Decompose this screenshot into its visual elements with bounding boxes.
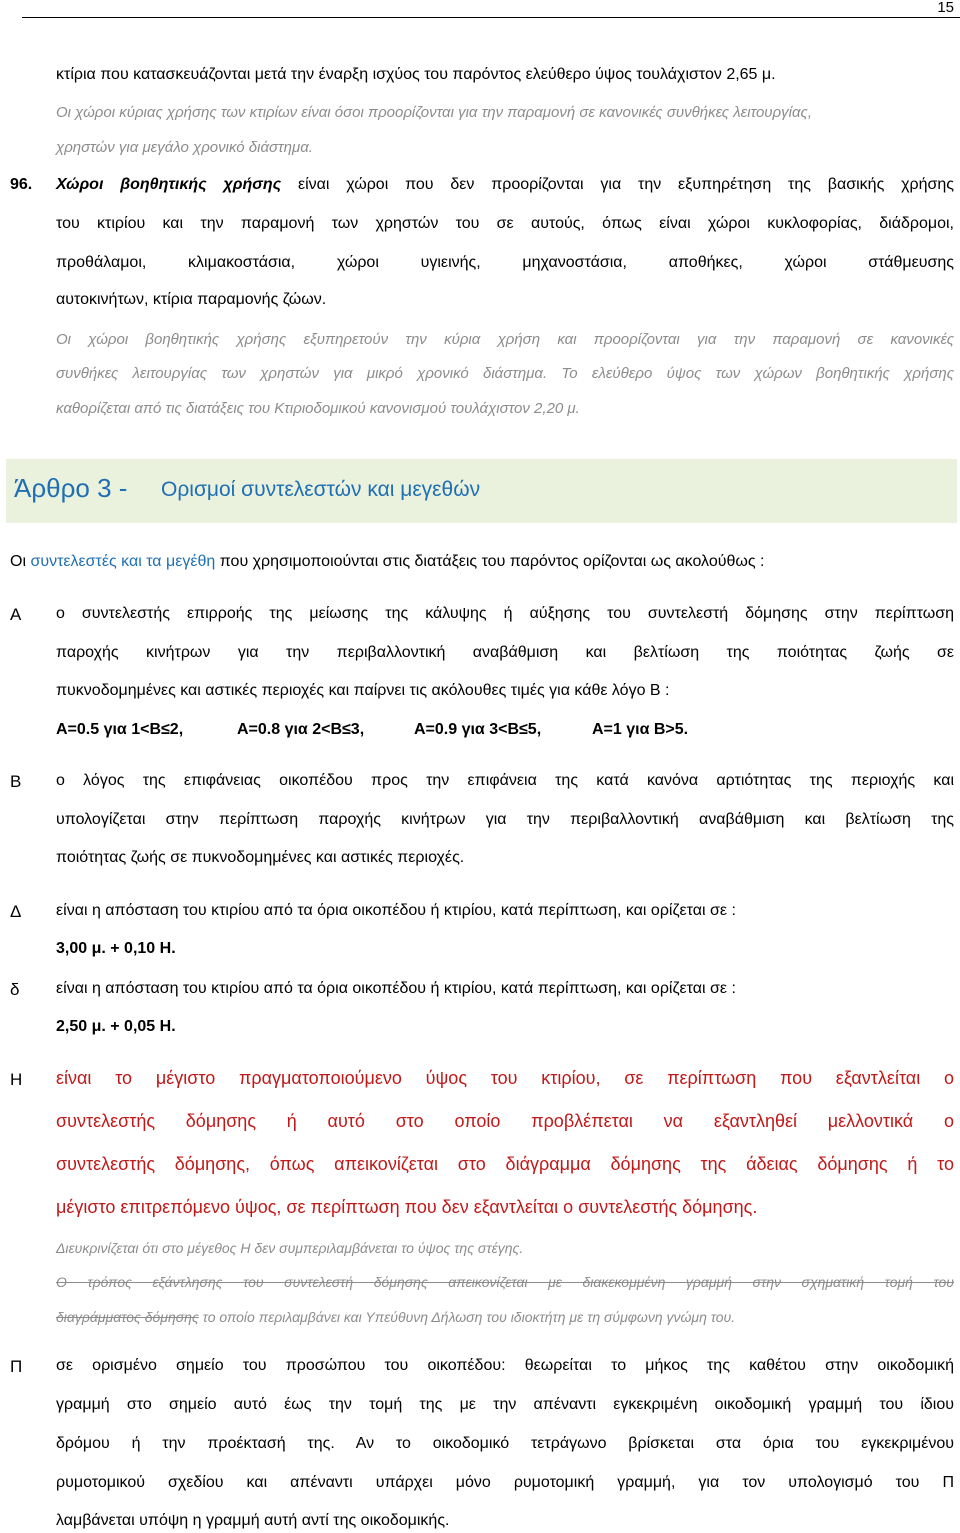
definition-Delta-value: 3,00 μ. + 0,10 Η.: [56, 940, 176, 957]
item-96-line: του κτιρίου και την παραμονή των χρηστών του σε αυτούς, όπως είναι χώροι κυκλοφορίας, διάδρομοι,: [56, 215, 954, 232]
definition-Delta-line: είναι η απόσταση του κτιρίου από τα όρια οικοπέδου ή κτιρίου, κατά περίπτωση, και ορίζεται σε :: [56, 902, 736, 919]
definition-H-note: [56, 1309, 735, 1325]
definition-H-line: συντελεστής δόμησης ή αυτό στο οποίο προβλέπεται να εξαντληθεί μελλοντικά ο: [56, 1111, 954, 1131]
definition-H-line: μέγιστο επιτρεπόμενο ύψος, σε περίπτωση που δεν εξαντλείται ο συντελεστής δόμησης.: [56, 1197, 758, 1217]
intro-note-line: Οι χώροι κύριας χρήσης των κτιρίων είναι όσοι προορίζονται για την παραμονή σε κανονικές συνθήκες λειτουργίας,: [56, 104, 812, 121]
definition-B-line: ποιότητας ζωής σε πυκνοδομημένες και αστικές περιοχές.: [56, 849, 465, 866]
definition-B-line: ο λόγος της επιφάνειας οικοπέδου προς την επιφάνεια της κατά κανόνα αρτιότητας της περιοχής και: [56, 772, 954, 789]
definition-H-line: συντελεστής δόμησης, όπως απεικονίζεται στο διάγραμμα δόμησης της άδειας δόμησης ή το: [56, 1154, 954, 1174]
definition-P-line: γραμμή στο σημείο αυτό έως την τομή της με την απέναντι εγκεκριμένη οικοδομική γραμμή του ίδιου: [56, 1396, 954, 1413]
item-96-line: [56, 176, 954, 194]
definition-A-value: Α=1 για Β>5.: [592, 721, 689, 738]
definition-P-line: σε ορισμένο σημείο του προσώπου του οικοπέδου: θεωρείται το μήκος της καθέτου στην οικοδομική: [56, 1357, 954, 1374]
definition-letter-A: Α: [10, 605, 22, 624]
definition-A-line: ο συντελεστής επιρροής της μείωσης της κάλυψης ή αύξησης του συντελεστή δόμησης στην περίπτωση: [56, 605, 954, 622]
definition-P-line: δρόμου ή την προέκτασή της. Αν το οικοδομικό τετράγωνο βρίσκεται στα όρια του εγκεκριμένου: [56, 1435, 954, 1452]
intro-note-line: χρηστών για μεγάλο χρονικό διάστημα.: [56, 139, 313, 156]
definitions-intro-highlight: συντελεστές και τα μεγέθη: [30, 553, 216, 570]
header-rule: [22, 17, 960, 18]
definition-H-strike-text: διαγράμματος δόμησης: [56, 1309, 199, 1325]
definition-B-line: υπολογίζεται στην περίπτωση παροχής κινήτρων για την περιβαλλοντική αναβάθμιση και βελτίωση της: [56, 811, 954, 828]
definition-letter-delta: δ: [10, 980, 20, 999]
item-96-note: Οι χώροι βοηθητικής χρήσης εξυπηρετούν την κύρια χρήση και προορίζονται για την παραμονή σε κανονικές: [56, 331, 954, 348]
item-number: 96.: [10, 176, 33, 193]
definition-letter-P: Π: [10, 1357, 23, 1376]
item-96-line: προθάλαμοι, κλιμακοστάσια, χώροι υγιεινής, μηχανοστάσια, αποθήκες, χώροι στάθμευσης: [56, 254, 954, 271]
item-term: Χώροι βοηθητικής χρήσης: [56, 176, 282, 193]
definition-A-line: παροχής κινήτρων για την περιβαλλοντική αναβάθμιση και βελτίωση της ποιότητας ζωής σε: [56, 644, 954, 661]
definition-letter-H: Η: [10, 1070, 23, 1089]
definition-delta-line: είναι η απόσταση του κτιρίου από τα όρια οικοπέδου ή κτιρίου, κατά περίπτωση, και ορίζεται σε :: [56, 980, 736, 997]
definition-A-value: Α=0.8 για 2<Β≤3,: [237, 721, 365, 738]
definitions-intro-text: που χρησιμοποιούνται στις διατάξεις του παρόντος ορίζονται ως ακολούθως :: [215, 553, 765, 570]
intro-line: κτίρια που κατασκευάζονται μετά την έναρξη ισχύος του παρόντος ελεύθερο ύψος τουλάχιστον 2,65 μ.: [56, 66, 776, 83]
definitions-intro: [10, 553, 764, 571]
item-96-note: καθορίζεται από τις διατάξεις του Κτιριοδομικού κανονισμού τουλάχιστον 2,20 μ.: [56, 400, 580, 417]
definition-delta-value: 2,50 μ. + 0,05 Η.: [56, 1018, 176, 1035]
definition-H-strike-note: Ο τρόπος εξάντλησης του συντελεστή δόμησης απεικονίζεται με διακεκομμένη γραμμή στην σχηματική τομή του: [56, 1274, 954, 1290]
definition-P-line: ρυμοτομικού σχεδίου και απέναντι υπάρχει μόνο ρυμοτομική γραμμή, για τον υπολογισμό του Π: [56, 1474, 954, 1491]
definition-H-note: Διευκρινίζεται ότι στο μέγεθος Η δεν συμπεριλαμβάνεται το ύψος της στέγης.: [56, 1240, 524, 1256]
article-heading-band: [6, 459, 957, 523]
definition-A-value: Α=0.5 για 1<Β≤2,: [56, 721, 184, 738]
article-number: Άρθρο 3 -: [14, 473, 128, 503]
item-96-line: αυτοκινήτων, κτίρια παραμονής ζώων.: [56, 291, 327, 308]
definition-H-note-text: το οποίο περιλαμβάνει και Υπεύθυνη Δήλωση του ιδιοκτήτη με τη σύμφωνη γνώμη του.: [198, 1309, 736, 1325]
definition-P-line: λαμβάνεται υπόψη η γραμμή αυτή αντί της οικοδομικής.: [56, 1512, 450, 1529]
definition-A-value: Α=0.9 για 3<Β≤5,: [414, 721, 542, 738]
definition-A-line: πυκνοδομημένες και αστικές περιοχές και παίρνει τις ακόλουθες τιμές για κάθε λόγο Β :: [56, 682, 670, 699]
definition-letter-Delta: Δ: [10, 902, 22, 921]
definition-H-line: είναι το μέγιστο πραγματοποιούμενο ύψος του κτιρίου, σε περίπτωση που εξαντλείται ο: [56, 1068, 954, 1088]
article-title: Ορισμοί συντελεστών και μεγεθών: [161, 478, 481, 501]
definitions-intro-text: Οι: [10, 553, 31, 570]
item-96-note: συνθήκες λειτουργίας των χρηστών για μικρό χρονικό διάστημα. Το ελεύθερο ύψος των χώρων βοηθητικής χρήσης: [56, 365, 954, 382]
definition-letter-B: Β: [10, 772, 22, 791]
item-text: είναι χώροι που δεν προορίζονται για την εξυπηρέτηση της βασικής χρήσης: [281, 176, 954, 193]
page-number: 15: [937, 0, 954, 16]
